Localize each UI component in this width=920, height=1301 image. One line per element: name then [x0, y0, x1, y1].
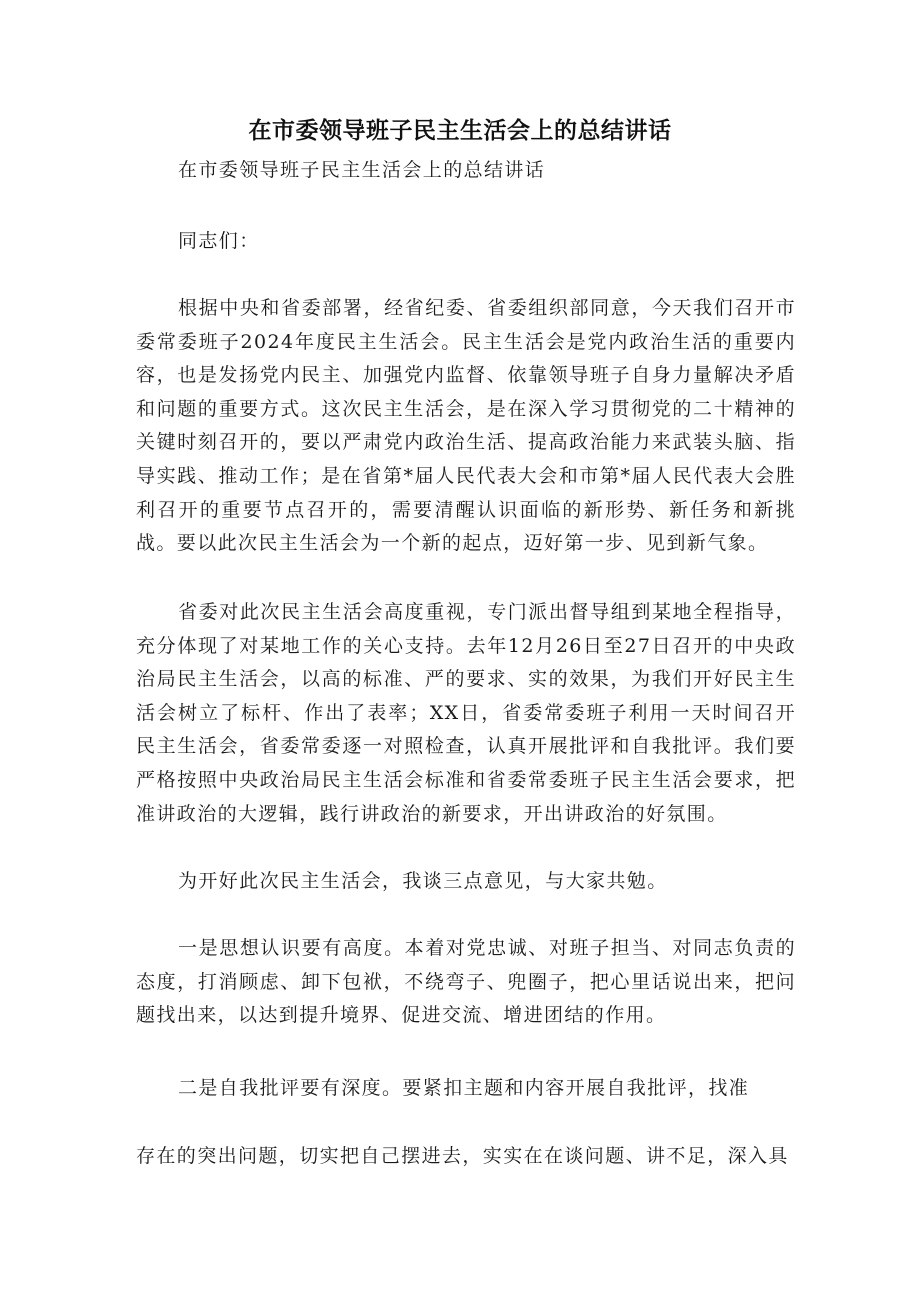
paragraph-4: 一是思想认识要有高度。本着对党忠诚、对班子担当、对同志负责的态度，打消顾虑、卸下包袱，不绕弯子、兜圈子，把心里话说出来，把问题找出来，以达到提升境界、促进交流、增进团结的作用。 — [136, 937, 796, 1027]
paragraph-2: 省委对此次民主生活会高度重视，专门派出督导组到某地全程指导，充分体现了对某地工作的关心支持。去年12月26日至27日召开的中央政治局民主生活会，以高的标准、严的要求、实的效果，为我们开好民主生活会树立了标杆、作出了表率；XX日，省委常委班子利用一天时间召开民主生活会，省委常委逐一对照检查，认真开展批评和自我批评。我们要严格按照中央政治局民主生活会标准和省委常委班子民主生活会要求，把准讲政治的大逻辑，践行讲政治的新要求，开出讲政治的好氛围。 — [136, 601, 796, 825]
greeting: 同志们： — [178, 230, 260, 252]
paragraph-5: 二是自我批评要有深度。要紧扣主题和内容开展自我批评，找准 — [178, 1077, 750, 1099]
document-title: 在市委领导班子民主生活会上的总结讲话 — [248, 118, 672, 144]
paragraph-6: 存在的突出问题，切实把自己摆进去，实实在在谈问题、讲不足，深入具 — [136, 1145, 789, 1167]
document-subtitle: 在市委领导班子民主生活会上的总结讲话 — [178, 159, 546, 181]
paragraph-1: 根据中央和省委部署，经省纪委、省委组织部同意，今天我们召开市委常委班子2024年度民主生活会。民主生活会是党内政治生活的重要内容，也是发扬党内民主、加强党内监督、依靠领导班子自身力量解决矛盾和问题的重要方式。这次民主生活会，是在深入学习贯彻党的二十精神的关键时刻召开的，要以严肃党内政治生活、提高政治能力来武装头脑、指导实践、推动工作；是在省第*届人民代表大会和市第*届人民代表大会胜利召开的重要节点召开的，需要清醒认识面临的新形势、新任务和新挑战。要以此次民主生活会为一个新的起点，迈好第一步、见到新气象。 — [136, 297, 796, 555]
paragraph-3: 为开好此次民主生活会，我谈三点意见，与大家共勉。 — [178, 870, 668, 892]
